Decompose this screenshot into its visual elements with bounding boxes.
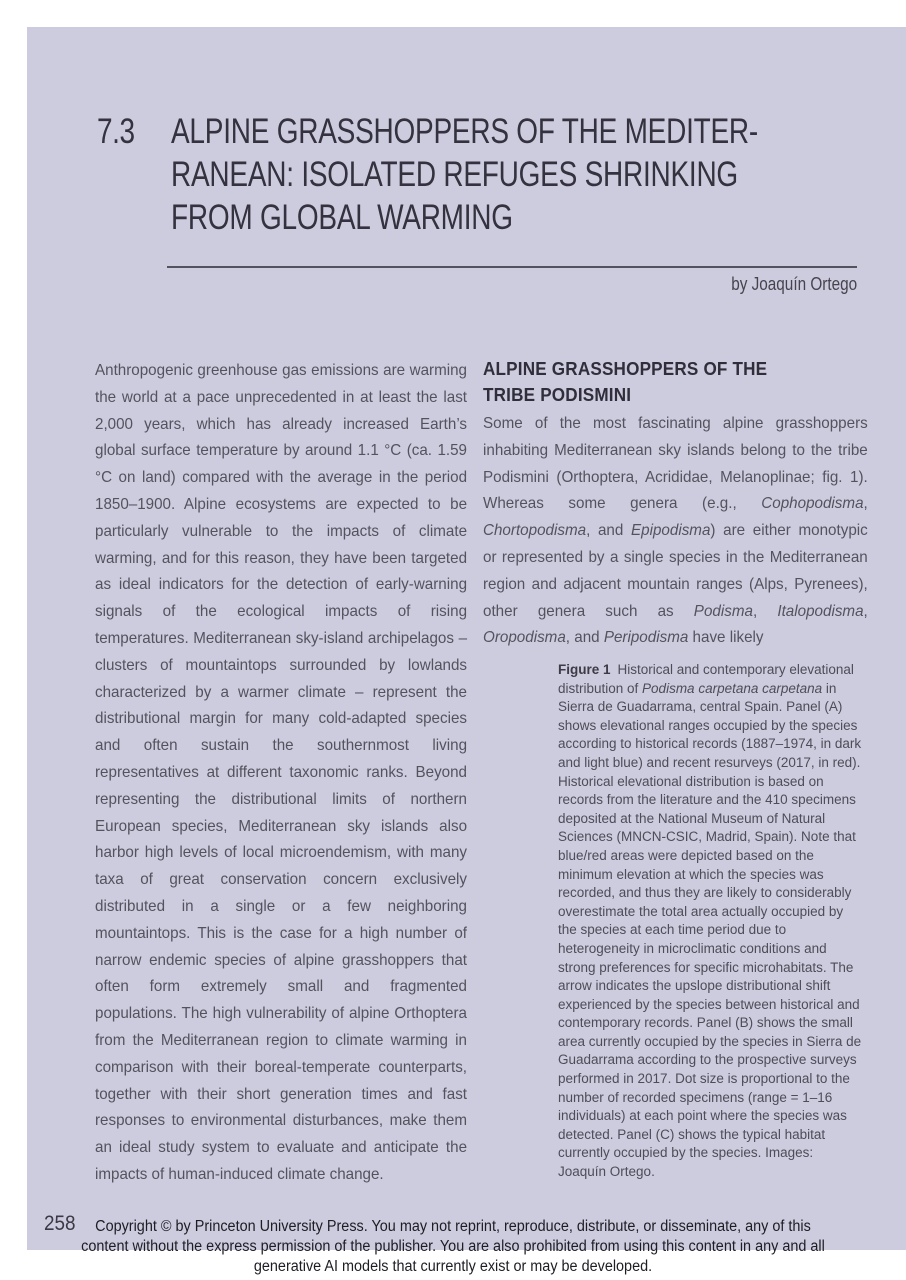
left-text-column (95, 358, 467, 1189)
subsection-heading-line: TRIBE PODISMINI (483, 385, 632, 405)
podismini-paragraph: Some of the most fascinating alpine grasshoppers inhabiting Mediterranean sky islands belong to the tribe Podismini (Orthoptera, Acrididae, Melanoplinae; fig. 1). Whereas some genera (e.g., Cophopodisma, Chortopodisma, and Epipodisma) are either monotypic or represented by a single species in the Mediterranean region and adjacent mountain ranges (Alps, Pyrenees), other genera such as Podisma, Italopodisma, Oropodisma, and Peripodisma have likely (483, 415, 868, 647)
title-divider-rule (167, 266, 857, 268)
intro-paragraph: Anthropogenic greenhouse gas emissions are warming the world at a pace unprecedented in at least the last 2,000 years, which has already increased Earth’s global surface temperature by around 1.1 °C (ca. 1.59 °C on land) compared with the average in the period 1850–1900. Alpine ecosystems are expected to be particularly vulnerable to the impacts of climate warming, and for this reason, they have been targeted as ideal indicators for the detection of early-warning signals of the ecological impacts of rising temperatures. Mediterranean sky-island archipelagos – clusters of mountaintops surrounded by lowlands characterized by a warmer climate – represent the distributional margin for many cold-adapted species and often sustain the southernmost living representatives at different taxonomic ranks. Beyond representing the distributional limits of northern European species, Mediterranean sky islands also harbor high levels of local microendemism, with many taxa of great conservation concern exclusively distributed in a single or a few neighboring mountaintops. This is the case for a high number of narrow endemic species of alpine grasshoppers that often form extremely small and fragmented populations. The high vulnerability of alpine Orthoptera from the Mediterranean region to climate warming in comparison with their boreal-temperate counterparts, together with their short generation times and fast responses to environmental disturbances, make them an ideal study system to evaluate and anticipate the impacts of human-induced climate change. (95, 362, 468, 1183)
copyright-notice: Copyright © by Princeton University Press. You may not reprint, reproduce, distribute, or disseminate, any of this content without the express permission of the publisher. You are also prohibited from using this content in any and all generative AI models that currently exist or may be developed. (81, 1218, 825, 1275)
author-byline: by Joaquín Ortego (731, 274, 857, 294)
chapter-title (171, 110, 905, 239)
subsection-heading-line: ALPINE GRASSHOPPERS OF THE (483, 359, 768, 379)
subsection-heading (483, 356, 868, 408)
chapter-header (97, 110, 905, 239)
chapter-title-line: ALPINE GRASSHOPPERS OF THE MEDITER- (171, 112, 758, 151)
section-number: 7.3 (97, 112, 135, 151)
chapter-title-line: RANEAN: ISOLATED REFUGES SHRINKING (171, 155, 738, 194)
chapter-title-line: FROM GLOBAL WARMING (171, 198, 513, 237)
figure-1-caption: Figure 1 Historical and contemporary elevational distribution of Podisma carpetana carpetana in Sierra de Guadarrama, central Spain. Panel (A) shows elevational ranges occupied by the species according to historical records (1887–1974, in dark and light blue) and recent resurveys (2017, in red). Historical elevational distribution is based on records from the literature and the 410 specimens deposited at the National Museum of Natural Sciences (MNCN-CSIC, Madrid, Spain). Note that blue/red areas were depicted based on the minimum elevation at which the species was recorded, and thus they are likely to considerably overestimate the total area actually occupied by the species at each time period due to heterogeneity in microclimatic conditions and strong preferences for specific microhabitats. The arrow indicates the upslope distributional shift experienced by the species between historical and contemporary records. Panel (B) shows the small area currently occupied by the species in Sierra de Guadarrama according to the prospective surveys performed in 2017. Dot size is proportional to the number of recorded specimens (range = 1–16 individuals) at each point where the species was detected. Panel (C) shows the typical habitat currently occupied by the species. Images: Joaquín Ortego. (558, 662, 862, 1180)
page-number: 258 (44, 1212, 76, 1235)
right-text-column (483, 356, 868, 652)
